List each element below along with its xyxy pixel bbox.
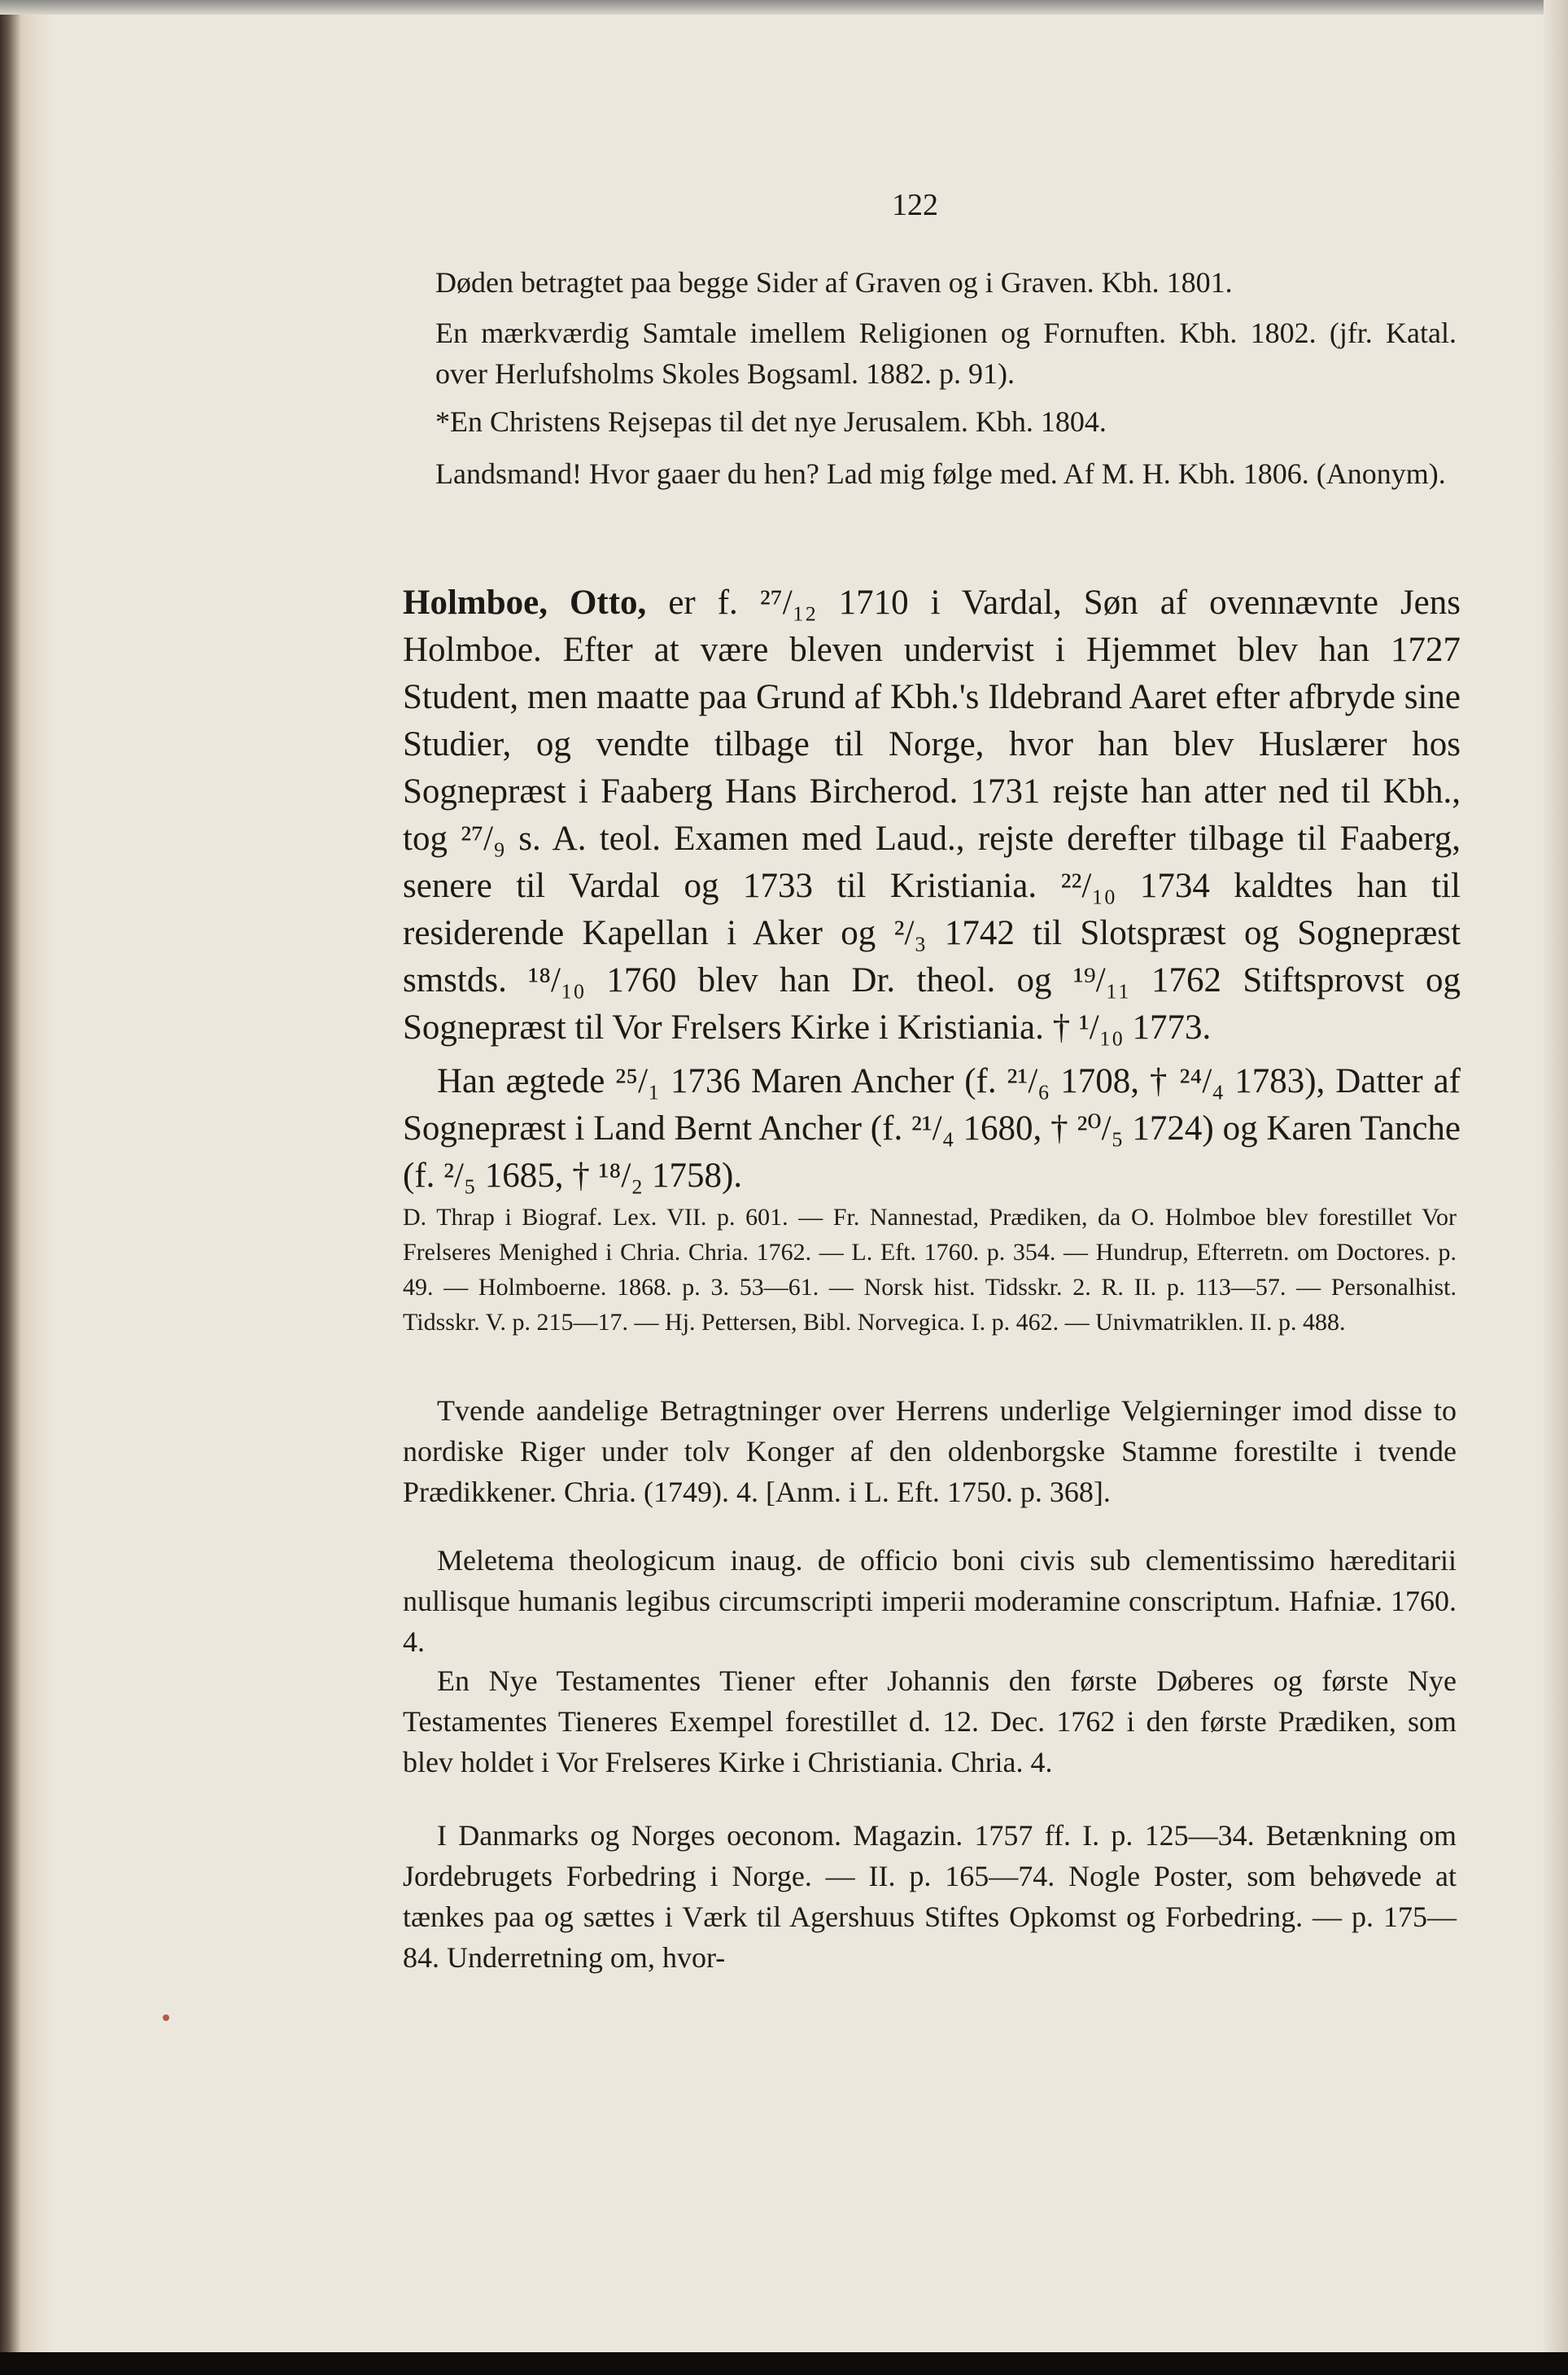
work-item: Landsmand! Hvor gaaer du hen? Lad mig følge med. Af M. H. Kbh. 1806. (Anonym). xyxy=(435,457,1446,490)
entry-name: Holmboe, Otto, xyxy=(403,584,647,622)
page-number: 122 xyxy=(892,188,938,222)
page-binding xyxy=(0,0,52,2352)
work-item: Tvende aandelige Betragtninger over Herrens underlige Velgierninger imod disse to nordiske Riger under tolv Konger af den oldenborgske Stamme forestilte i tvende Prædikkener. Chria. (1749). 4. [Anm. i L. Eft. 1750. p. 368]. xyxy=(403,1394,1457,1508)
entry-biography: er f. ²⁷/₁₂ 1710 i Vardal, Søn af ovennævnte Jens Holmboe. Efter at være bleven undervist i Hjemmet blev han 1727 Student, men maatte paa Grund af Kbh.'s Ildebrand Aaret efter afbryde sine Studier, og vendte tilbage til Norge, hvor han blev Huslærer hos Sognepræst i Faaberg Hans Bircherod. 1731 rejste han atter ned til Kbh., tog ²⁷/₉ s. A. teol. Examen med Laud., rejste derefter tilbage til Faaberg, senere til Vardal og 1733 til Kristiania. ²²/₁₀ 1734 kaldtes han til residerende Kapellan i Aker og ²/₃ 1742 til Slotspræst og Sognepræst smstds. ¹⁸/₁₀ 1760 blev han Dr. theol. og ¹⁹/₁₁ 1762 Stiftsprovst og Sognepræst til Vor Frelsers Kirke i Kristiania. † ¹/₁₀ 1773. xyxy=(403,584,1461,1047)
page-top-edge xyxy=(0,0,1568,15)
work-item: Meletema theologicum inaug. de officio boni civis sub clementissimo hæreditarii nullisque humanis legibus circumscripti imperii moderamine conscriptum. Hafniæ. 1760. 4. xyxy=(403,1544,1457,1658)
ink-speck xyxy=(163,2014,169,2021)
scan-bottom-border xyxy=(0,2352,1568,2375)
entry-marriage: Han ægtede ²⁵/₁ 1736 Maren Ancher (f. ²¹/₆ 1708, † ²⁴/₄ 1783), Datter af Sognepræst i Land Bernt Ancher (f. ²¹/₄ 1680, † ²⁰/₅ 1724) og Karen Tanche (f. ²/₅ 1685, † ¹⁸/₂ 1758). xyxy=(403,1062,1461,1195)
page-right-edge xyxy=(1544,0,1568,2352)
work-item: I Danmarks og Norges oeconom. Magazin. 1757 ff. I. p. 125—34. Betænkning om Jordebrugets Forbedring i Norge. — II. p. 165—74. Nogle Poster, som behøvede at tænkes paa og sættes i Værk til Agershuus Stiftes Opkomst og Forbedring. — p. 175—84. Underretning om, hvor- xyxy=(403,1819,1457,1974)
work-item: En mærkværdig Samtale imellem Religionen og Fornuften. Kbh. 1802. (jfr. Katal. over Herlufsholms Skoles Bogsaml. 1882. p. 91). xyxy=(435,317,1457,390)
work-item: *En Christens Rejsepas til det nye Jerusalem. Kbh. 1804. xyxy=(435,405,1107,438)
work-item: En Nye Testamentes Tiener efter Johannis den første Døberes og første Nye Testamentes Tieneres Exempel forestillet d. 12. Dec. 1762 i den første Prædiken, som blev holdet i Vor Frelseres Kirke i Christiania. Chria. 4. xyxy=(403,1664,1457,1778)
work-item: Døden betragtet paa begge Sider af Graven og i Graven. Kbh. 1801. xyxy=(435,266,1233,299)
biography-entry xyxy=(403,580,1461,1052)
entry-references: D. Thrap i Biograf. Lex. VII. p. 601. — Fr. Nannestad, Prædiken, da O. Holmboe blev forestillet Vor Frelseres Menighed i Chria. Chria. 1762. — L. Eft. 1760. p. 354. — Hundrup, Efterretn. om Doctores. p. 49. — Holmboerne. 1868. p. 3. 53—61. — Norsk hist. Tidsskr. 2. R. II. p. 113—57. — Personalhist. Tidsskr. V. p. 215—17. — Hj. Pettersen, Bibl. Norvegica. I. p. 462. — Univmatriklen. II. p. 488. xyxy=(403,1204,1457,1336)
